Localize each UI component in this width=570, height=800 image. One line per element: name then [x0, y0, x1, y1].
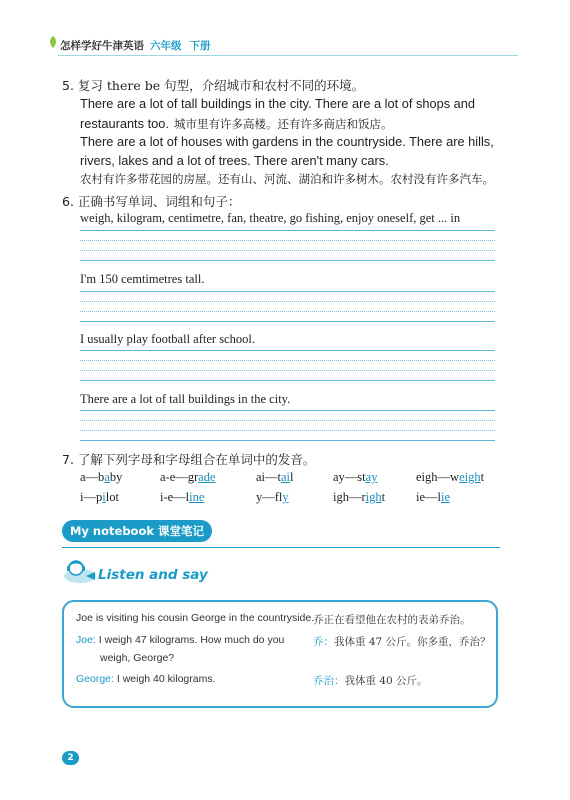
writing-lines-4[interactable]: [80, 410, 495, 454]
term-label: 下册: [189, 40, 211, 52]
phonics-igh-right: igh—right: [333, 490, 386, 504]
dialogue-joe-zh: [313, 634, 491, 649]
q5-prompt: 复习 there be 句型，介绍城市和农村不同的环境。: [77, 78, 365, 93]
leaf-icon: [48, 36, 58, 48]
q5-country-en-2: rivers, lakes and a lot of trees. There aren't many cars.: [80, 153, 389, 168]
writing-lines-2[interactable]: [80, 291, 495, 335]
joe-text-a: I weigh 47 kilograms. How much do you: [98, 634, 285, 646]
dialogue-intro-zh: 乔正在看望他在农村的表弟乔治。: [313, 614, 471, 626]
phonics-i-e-line: i-e—line: [160, 490, 205, 504]
notebook-rule: [62, 547, 500, 548]
q5-city-en-1: There are a lot of tall buildings in the city. There are a lot of shops and: [80, 96, 476, 111]
joe-zh-text: 我体重 47 公斤。你多重，乔治？: [334, 636, 491, 648]
q6-heading: [62, 192, 240, 210]
phonics-ay-stay: ay—stay: [333, 470, 378, 484]
q6-sentence-3: There are a lot of tall buildings in the city.: [80, 392, 291, 406]
dialogue-intro-en: Joe is visiting his cousin George in the countryside.: [76, 612, 315, 624]
q5-number: 5.: [62, 78, 74, 93]
dialogue-joe-line: [76, 634, 284, 646]
q7-heading: [62, 450, 315, 468]
q6-sentence-1: I'm 150 cemtimetres tall.: [80, 272, 205, 286]
header-rule: [58, 55, 518, 56]
notebook-tag: My notebook 课堂笔记: [62, 520, 212, 542]
q6-prompt: 正确书写单词、词组和句子：: [77, 194, 241, 209]
q5-country-zh: 农村有许多带花园的房屋。还有山、河流、湖泊和许多树木。农村没有许多汽车。: [80, 172, 494, 186]
page-number: 2: [62, 751, 79, 765]
phonics-eigh-weight: eigh—weight: [416, 470, 485, 484]
q6-words: weigh, kilogram, centimetre, fan, theatre, go fishing, enjoy oneself, get ... in: [80, 211, 461, 225]
phonics-a-baby: a—baby: [80, 470, 123, 484]
running-header: [60, 38, 211, 53]
q7-prompt: 了解下列字母和字母组合在单词中的发音。: [77, 452, 316, 467]
george-text: I weigh 40 kilograms.: [116, 673, 216, 685]
listening-kid-icon: [62, 558, 98, 584]
george-zh-text: 我体重 40 公斤。: [344, 675, 428, 687]
dialogue-george-line: [76, 673, 216, 685]
q5-city-en-2: restaurants too.: [80, 116, 169, 131]
phonics-a-e-grade: a-e—grade: [160, 470, 216, 484]
dialogue-george-zh: [313, 673, 428, 688]
q7-number: 7.: [62, 452, 74, 467]
listen-and-say-title: Listen and say: [98, 567, 208, 583]
joe-text-b: weigh, George?: [100, 652, 175, 664]
phonics-ai-tail: ai—tail: [256, 470, 294, 484]
writing-lines-1[interactable]: [80, 230, 495, 274]
q5-heading: [62, 76, 364, 94]
q5-country-en-1: There are a lot of houses with gardens in the countryside. There are hills,: [80, 134, 494, 149]
writing-lines-3[interactable]: [80, 350, 495, 394]
speaker-joe-zh: 乔：: [313, 636, 334, 648]
book-title: 怎样学好牛津英语: [60, 40, 144, 52]
phonics-ie-lie: ie—lie: [416, 490, 451, 504]
q5-city-line-2: [80, 113, 393, 133]
speaker-joe: Joe:: [76, 634, 96, 646]
q6-sentence-2: I usually play football after school.: [80, 332, 255, 346]
phonics-i-pilot: i—pilot: [80, 490, 119, 504]
q5-city-zh: 城市里有许多高楼。还有许多商店和饭店。: [174, 117, 393, 131]
q6-number: 6.: [62, 194, 74, 209]
grade-label: 六年级: [150, 40, 182, 52]
speaker-george-zh: 乔治：: [313, 675, 345, 687]
speaker-george: George:: [76, 673, 114, 685]
phonics-y-fly: y—fly: [256, 490, 289, 504]
